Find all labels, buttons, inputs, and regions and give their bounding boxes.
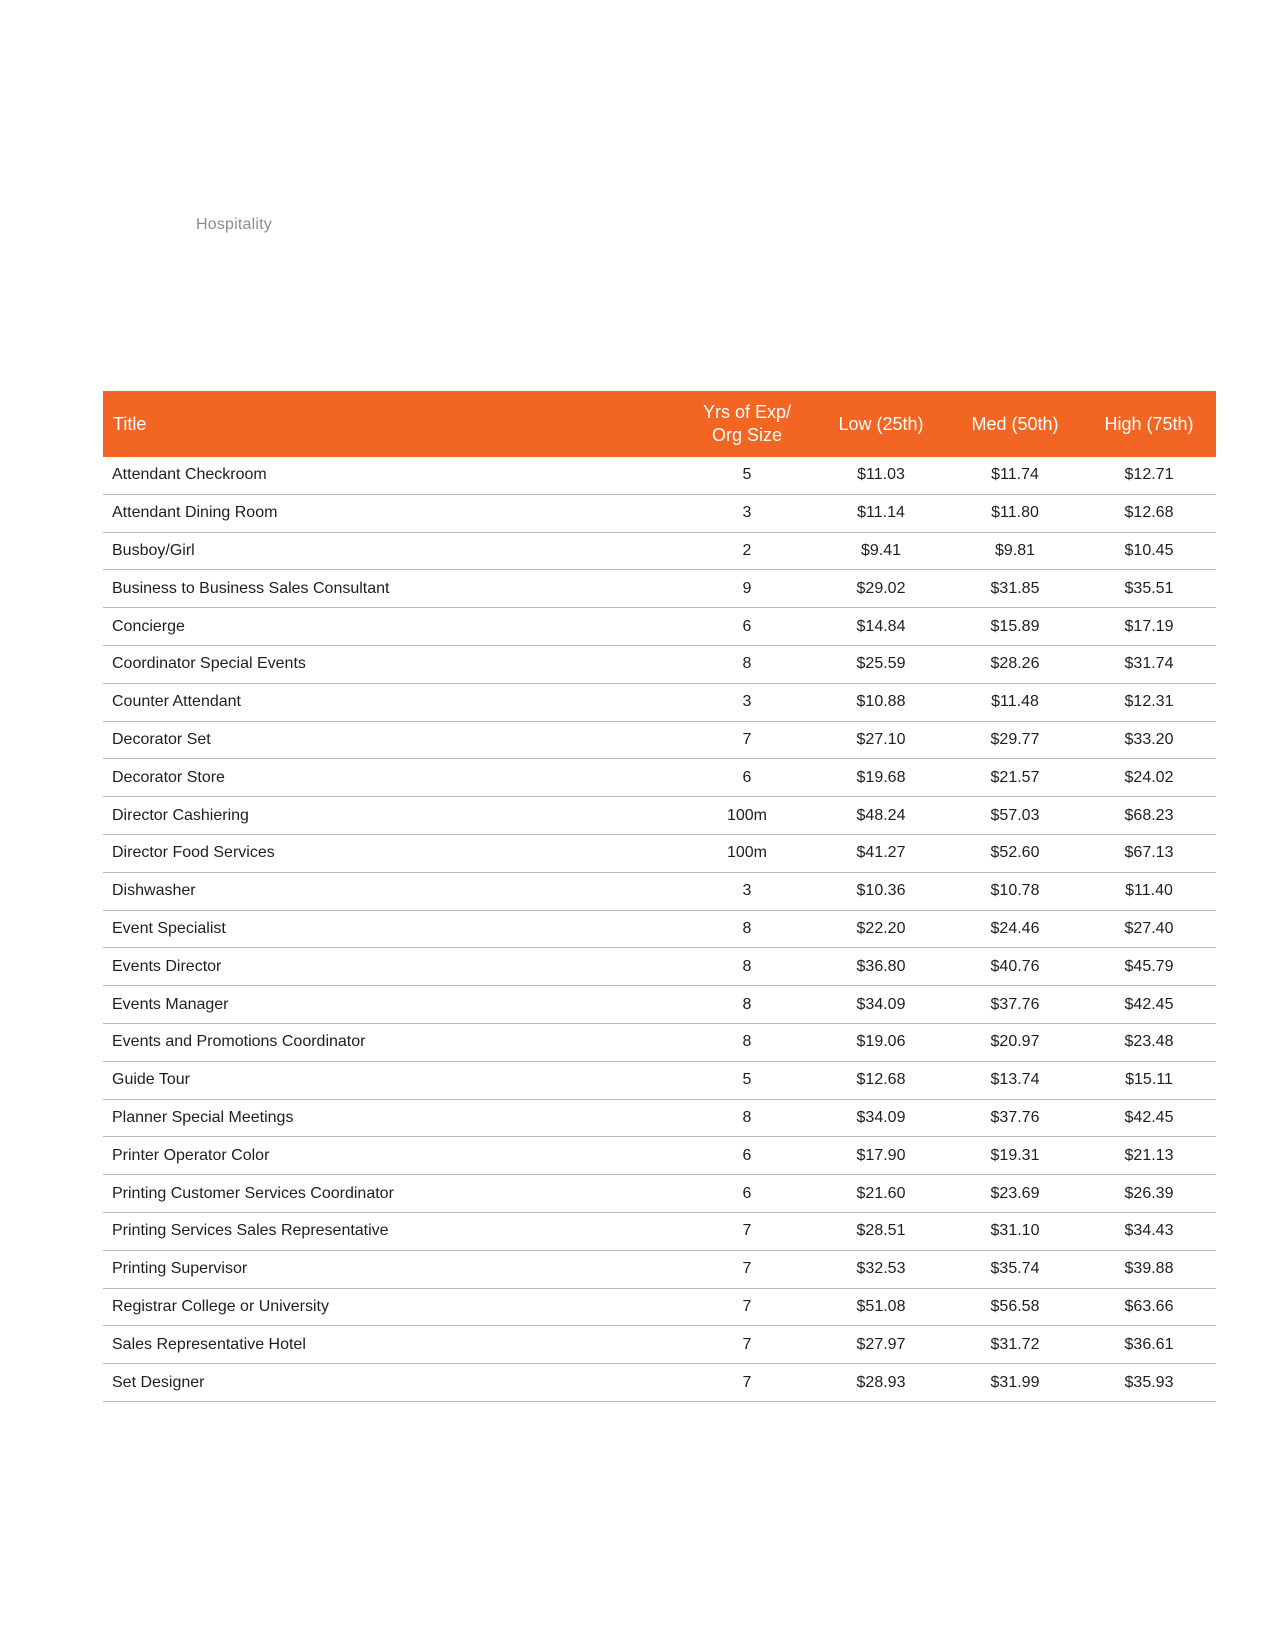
cell-title: Printer Operator Color [103, 1137, 680, 1175]
table-row [103, 1175, 1216, 1213]
cell-title: Planner Special Meetings [103, 1099, 680, 1137]
table-row [103, 948, 1216, 986]
cell-low: $21.60 [814, 1175, 948, 1213]
cell-high: $34.43 [1082, 1212, 1216, 1250]
cell-high: $35.93 [1082, 1364, 1216, 1402]
cell-yrs: 7 [680, 1288, 814, 1326]
cell-yrs: 5 [680, 1061, 814, 1099]
table-row [103, 1061, 1216, 1099]
table-row [103, 1212, 1216, 1250]
cell-yrs: 6 [680, 1175, 814, 1213]
cell-high: $26.39 [1082, 1175, 1216, 1213]
table-row [103, 834, 1216, 872]
cell-yrs: 8 [680, 645, 814, 683]
cell-low: $27.10 [814, 721, 948, 759]
table-row [103, 532, 1216, 570]
cell-title: Event Specialist [103, 910, 680, 948]
table-row [103, 608, 1216, 646]
cell-title: Business to Business Sales Consultant [103, 570, 680, 608]
cell-title: Dishwasher [103, 872, 680, 910]
cell-med: $19.31 [948, 1137, 1082, 1175]
cell-high: $12.71 [1082, 457, 1216, 494]
cell-title: Busboy/Girl [103, 532, 680, 570]
cell-low: $51.08 [814, 1288, 948, 1326]
header-high: High (75th) [1104, 413, 1194, 434]
cell-low: $10.88 [814, 683, 948, 721]
cell-high: $42.45 [1082, 1099, 1216, 1137]
cell-yrs: 8 [680, 986, 814, 1024]
cell-title: Events and Promotions Coordinator [103, 1023, 680, 1061]
cell-low: $19.06 [814, 1023, 948, 1061]
header-low: Low (25th) [838, 413, 924, 434]
cell-title: Guide Tour [103, 1061, 680, 1099]
cell-low: $34.09 [814, 1099, 948, 1137]
cell-high: $24.02 [1082, 759, 1216, 797]
cell-low: $10.36 [814, 872, 948, 910]
cell-low: $34.09 [814, 986, 948, 1024]
cell-yrs: 7 [680, 721, 814, 759]
cell-med: $15.89 [948, 608, 1082, 646]
cell-low: $12.68 [814, 1061, 948, 1099]
cell-low: $29.02 [814, 570, 948, 608]
cell-yrs: 8 [680, 948, 814, 986]
cell-title: Events Manager [103, 986, 680, 1024]
cell-yrs: 6 [680, 1137, 814, 1175]
cell-med: $21.57 [948, 759, 1082, 797]
cell-med: $52.60 [948, 834, 1082, 872]
cell-yrs: 7 [680, 1326, 814, 1364]
cell-title: Director Cashiering [103, 797, 680, 835]
cell-yrs: 100m [680, 834, 814, 872]
cell-med: $31.10 [948, 1212, 1082, 1250]
cell-med: $57.03 [948, 797, 1082, 835]
cell-title: Printing Customer Services Coordinator [103, 1175, 680, 1213]
table-row [103, 1137, 1216, 1175]
cell-yrs: 6 [680, 759, 814, 797]
cell-med: $23.69 [948, 1175, 1082, 1213]
cell-yrs: 8 [680, 910, 814, 948]
cell-title: Printing Services Sales Representative [103, 1212, 680, 1250]
cell-med: $24.46 [948, 910, 1082, 948]
cell-med: $20.97 [948, 1023, 1082, 1061]
cell-title: Director Food Services [103, 834, 680, 872]
cell-high: $15.11 [1082, 1061, 1216, 1099]
table-row [103, 1288, 1216, 1326]
cell-med: $56.58 [948, 1288, 1082, 1326]
table-row [103, 797, 1216, 835]
cell-high: $27.40 [1082, 910, 1216, 948]
cell-title: Coordinator Special Events [103, 645, 680, 683]
cell-med: $11.74 [948, 457, 1082, 494]
table-row [103, 910, 1216, 948]
salary-table-container [103, 391, 1194, 1402]
table-row [103, 1023, 1216, 1061]
cell-low: $36.80 [814, 948, 948, 986]
cell-med: $28.26 [948, 645, 1082, 683]
section-label: Hospitality [196, 216, 273, 233]
cell-low: $28.51 [814, 1212, 948, 1250]
table-row [103, 1326, 1216, 1364]
cell-title: Decorator Set [103, 721, 680, 759]
cell-high: $68.23 [1082, 797, 1216, 835]
cell-low: $25.59 [814, 645, 948, 683]
cell-title: Decorator Store [103, 759, 680, 797]
cell-high: $35.51 [1082, 570, 1216, 608]
table-row [103, 986, 1216, 1024]
cell-med: $29.77 [948, 721, 1082, 759]
cell-med: $13.74 [948, 1061, 1082, 1099]
cell-high: $21.13 [1082, 1137, 1216, 1175]
header-med: Med (50th) [971, 413, 1059, 434]
table-row [103, 645, 1216, 683]
cell-title: Events Director [103, 948, 680, 986]
cell-med: $40.76 [948, 948, 1082, 986]
cell-med: $31.72 [948, 1326, 1082, 1364]
cell-med: $35.74 [948, 1250, 1082, 1288]
table-row [103, 457, 1216, 494]
cell-yrs: 8 [680, 1023, 814, 1061]
cell-high: $42.45 [1082, 986, 1216, 1024]
cell-title: Counter Attendant [103, 683, 680, 721]
header-yrs-of-exp [680, 391, 814, 457]
header-title: Title [113, 413, 147, 434]
cell-med: $31.85 [948, 570, 1082, 608]
cell-title: Printing Supervisor [103, 1250, 680, 1288]
cell-high: $17.19 [1082, 608, 1216, 646]
cell-yrs: 3 [680, 683, 814, 721]
cell-low: $32.53 [814, 1250, 948, 1288]
table-row [103, 872, 1216, 910]
table-row [103, 1250, 1216, 1288]
cell-yrs: 3 [680, 494, 814, 532]
table-row [103, 721, 1216, 759]
cell-high: $39.88 [1082, 1250, 1216, 1288]
cell-high: $36.61 [1082, 1326, 1216, 1364]
cell-med: $9.81 [948, 532, 1082, 570]
cell-yrs: 7 [680, 1364, 814, 1402]
cell-yrs: 8 [680, 1099, 814, 1137]
table-row [103, 1099, 1216, 1137]
cell-low: $19.68 [814, 759, 948, 797]
table-row [103, 683, 1216, 721]
cell-med: $37.76 [948, 1099, 1082, 1137]
cell-yrs: 2 [680, 532, 814, 570]
cell-low: $48.24 [814, 797, 948, 835]
cell-title: Attendant Checkroom [103, 457, 680, 494]
cell-high: $63.66 [1082, 1288, 1216, 1326]
cell-high: $12.68 [1082, 494, 1216, 532]
cell-yrs: 6 [680, 608, 814, 646]
header-yrs-line1: Yrs of Exp/ [702, 402, 792, 422]
cell-yrs: 3 [680, 872, 814, 910]
cell-title: Registrar College or University [103, 1288, 680, 1326]
table-body [103, 457, 1216, 1401]
cell-med: $37.76 [948, 986, 1082, 1024]
table-row [103, 570, 1216, 608]
table-header-row [103, 391, 1216, 457]
cell-med: $11.80 [948, 494, 1082, 532]
table-header [103, 391, 1216, 457]
cell-high: $10.45 [1082, 532, 1216, 570]
cell-high: $23.48 [1082, 1023, 1216, 1061]
cell-title: Attendant Dining Room [103, 494, 680, 532]
cell-med: $11.48 [948, 683, 1082, 721]
cell-yrs: 7 [680, 1250, 814, 1288]
cell-low: $14.84 [814, 608, 948, 646]
table-row [103, 1364, 1216, 1402]
cell-yrs: 7 [680, 1212, 814, 1250]
header-yrs-line2: Org Size [711, 425, 783, 445]
cell-low: $41.27 [814, 834, 948, 872]
cell-med: $31.99 [948, 1364, 1082, 1402]
cell-high: $67.13 [1082, 834, 1216, 872]
cell-yrs: 5 [680, 457, 814, 494]
cell-yrs: 100m [680, 797, 814, 835]
cell-yrs: 9 [680, 570, 814, 608]
cell-low: $9.41 [814, 532, 948, 570]
table-row [103, 759, 1216, 797]
cell-low: $11.03 [814, 457, 948, 494]
cell-low: $27.97 [814, 1326, 948, 1364]
table-row [103, 494, 1216, 532]
cell-low: $22.20 [814, 910, 948, 948]
cell-low: $17.90 [814, 1137, 948, 1175]
cell-high: $45.79 [1082, 948, 1216, 986]
cell-low: $28.93 [814, 1364, 948, 1402]
cell-high: $33.20 [1082, 721, 1216, 759]
cell-high: $11.40 [1082, 872, 1216, 910]
salary-table [103, 391, 1216, 1402]
cell-low: $11.14 [814, 494, 948, 532]
cell-title: Concierge [103, 608, 680, 646]
cell-title: Sales Representative Hotel [103, 1326, 680, 1364]
cell-med: $10.78 [948, 872, 1082, 910]
cell-high: $31.74 [1082, 645, 1216, 683]
cell-title: Set Designer [103, 1364, 680, 1402]
cell-high: $12.31 [1082, 683, 1216, 721]
